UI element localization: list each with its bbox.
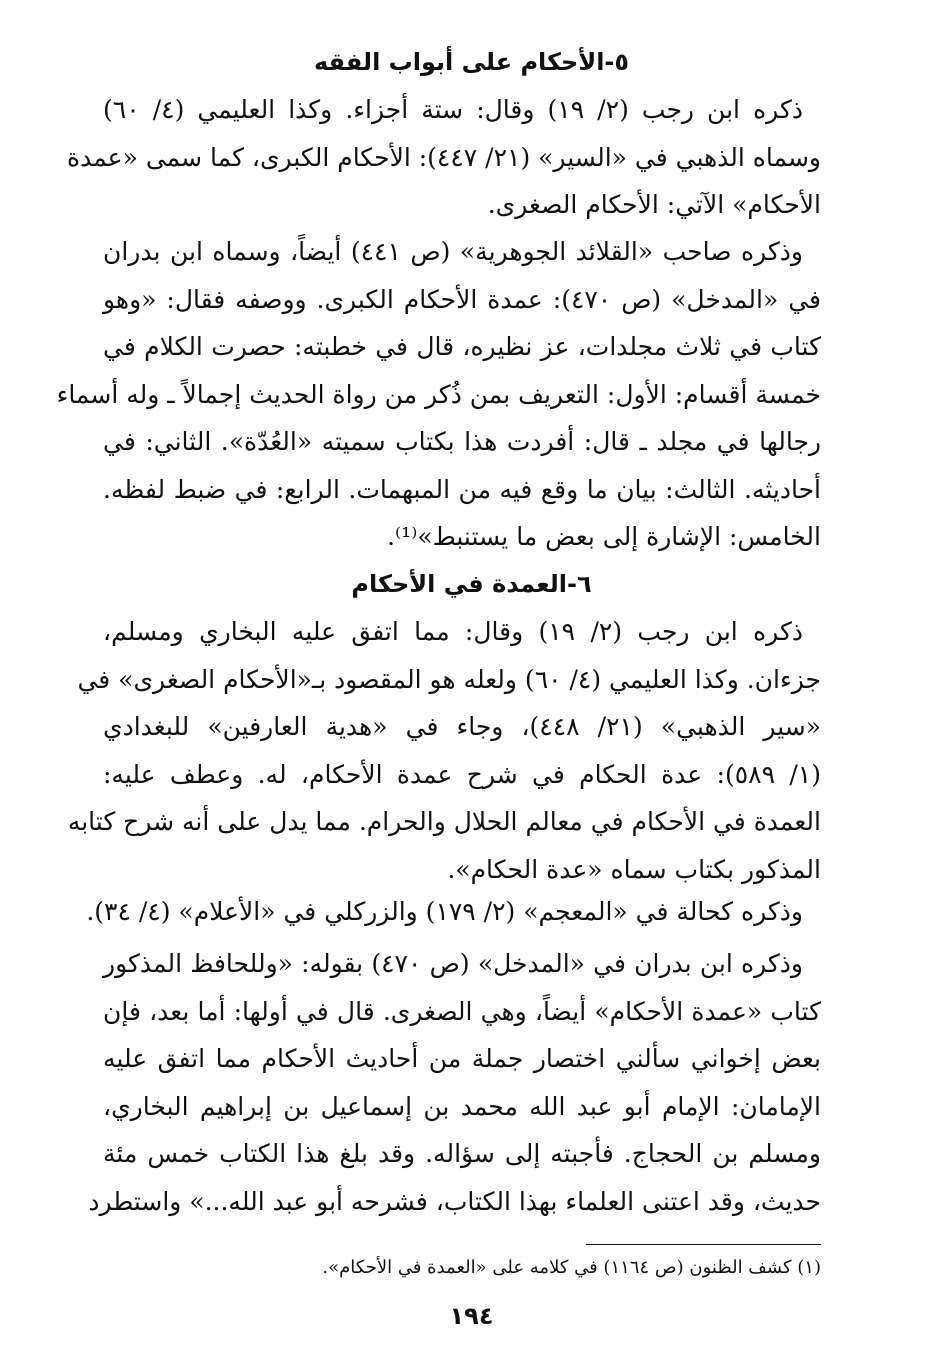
text-line: العمدة في الأحكام في معالم الحلال والحرام. مما يدل على أنه شرح كتابه xyxy=(67,807,821,836)
section-5-paragraph-1 xyxy=(66,86,821,229)
text-line: (١/ ٥٨٩): عدة الحكام في شرح عمدة الأحكام، له. وعطف عليه: xyxy=(103,759,821,789)
footnote: (١) كشف الظنون (ص ١١٦٤) في كلامه على «العمدة في الأحكام». xyxy=(322,1257,821,1278)
text-line: «سير الذهبي» (٢١/ ٤٤٨)، وجاء في «هدية العارفين» للبغدادي xyxy=(103,712,822,741)
text-line: ومسلم بن الحجاج. فأجبته إلى سؤاله. وقد بلغ هذا الكتاب خمس مئة xyxy=(103,1139,821,1168)
text-line: حديث، وقد اعتنى العلماء بهذا الكتاب، فشرحه أبو عبد الله...» واستطرد xyxy=(88,1186,821,1216)
section-6-heading: ٦-العمدة في الأحكام xyxy=(351,570,592,598)
section-5-heading: ٥-الأحكام على أبواب الفقه xyxy=(313,48,630,76)
footnote-divider xyxy=(586,1244,821,1245)
text-line: ذكره ابن رجب (٢/ ١٩) وقال: ستة أجزاء. وكذا العليمي (٤/ ٦٠) xyxy=(103,95,803,124)
text-line: ذكره ابن رجب (٢/ ١٩) وقال: مما اتفق عليه البخاري ومسلم، xyxy=(103,617,804,646)
section-6-paragraph-1 xyxy=(67,608,822,893)
text-line: وذكره ابن بدران في «المدخل» (ص ٤٧٠) بقوله: «وللحافظ المذكور xyxy=(103,949,803,978)
text-line: وذكره كحالة في «المعجم» (٢/ ١٧٩) والزركلي في «الأعلام» (٤/ ٣٤). xyxy=(86,897,803,926)
text-line: رجالها في مجلد ـ قال: أفردت هذا بكتاب سميته «العُدّة». الثاني: في xyxy=(103,427,821,456)
section-6-paragraph-2 xyxy=(86,888,821,936)
text-line: الأحكام» الآتي: الأحكام الصغرى. xyxy=(487,190,821,219)
text-line: في «المدخل» (ص ٤٧٠): عمدة الأحكام الكبرى. ووصفه فقال: «وهو xyxy=(103,284,821,314)
section-6-paragraph-3 xyxy=(88,940,821,1225)
page-number: ١٩٤ xyxy=(449,1302,494,1330)
text-line: خمسة أقسام: الأول: التعريف بمن ذُكر من رواة الحديث إجمالاً ـ وله أسماء xyxy=(56,379,821,409)
text-line: بعض إخواني سألني اختصار جملة من أحاديث الأحكام مما اتفق عليه xyxy=(103,1044,821,1073)
text-line: الخامس: الإشارة إلى بعض ما يستنبط»⁽¹⁾. xyxy=(387,522,821,551)
text-line: المذكور بكتاب سماه «عدة الحكام». xyxy=(447,854,821,884)
text-line: كتاب «عمدة الأحكام» أيضاً، وهي الصغرى. قال في أولها: أما بعد، فإن xyxy=(103,996,821,1026)
text-line: وسماه الذهبي في «السير» (٢١/ ٤٤٧): الأحكام الكبرى، كما سمى «عمدة xyxy=(66,142,821,172)
text-line: الإمامان: الإمام أبو عبد الله محمد بن إسماعيل بن إبراهيم البخاري، xyxy=(103,1091,821,1121)
text-line: كتاب في ثلاث مجلدات، عز نظيره، قال في خطبته: حصرت الكلام في xyxy=(103,332,821,361)
text-line: أحاديثه. الثالث: بيان ما وقع فيه من المبهمات. الرابع: في ضبط لفظه. xyxy=(103,474,821,504)
text-line: جزءان. وكذا العليمي (٤/ ٦٠) ولعله هو المقصود بـ«الأحكام الصغرى» في xyxy=(77,664,821,694)
text-line: وذكره صاحب «القلائد الجوهرية» (ص ٤٤١) أيضاً، وسماه ابن بدران xyxy=(103,237,803,266)
section-5-paragraph-2 xyxy=(56,228,821,561)
